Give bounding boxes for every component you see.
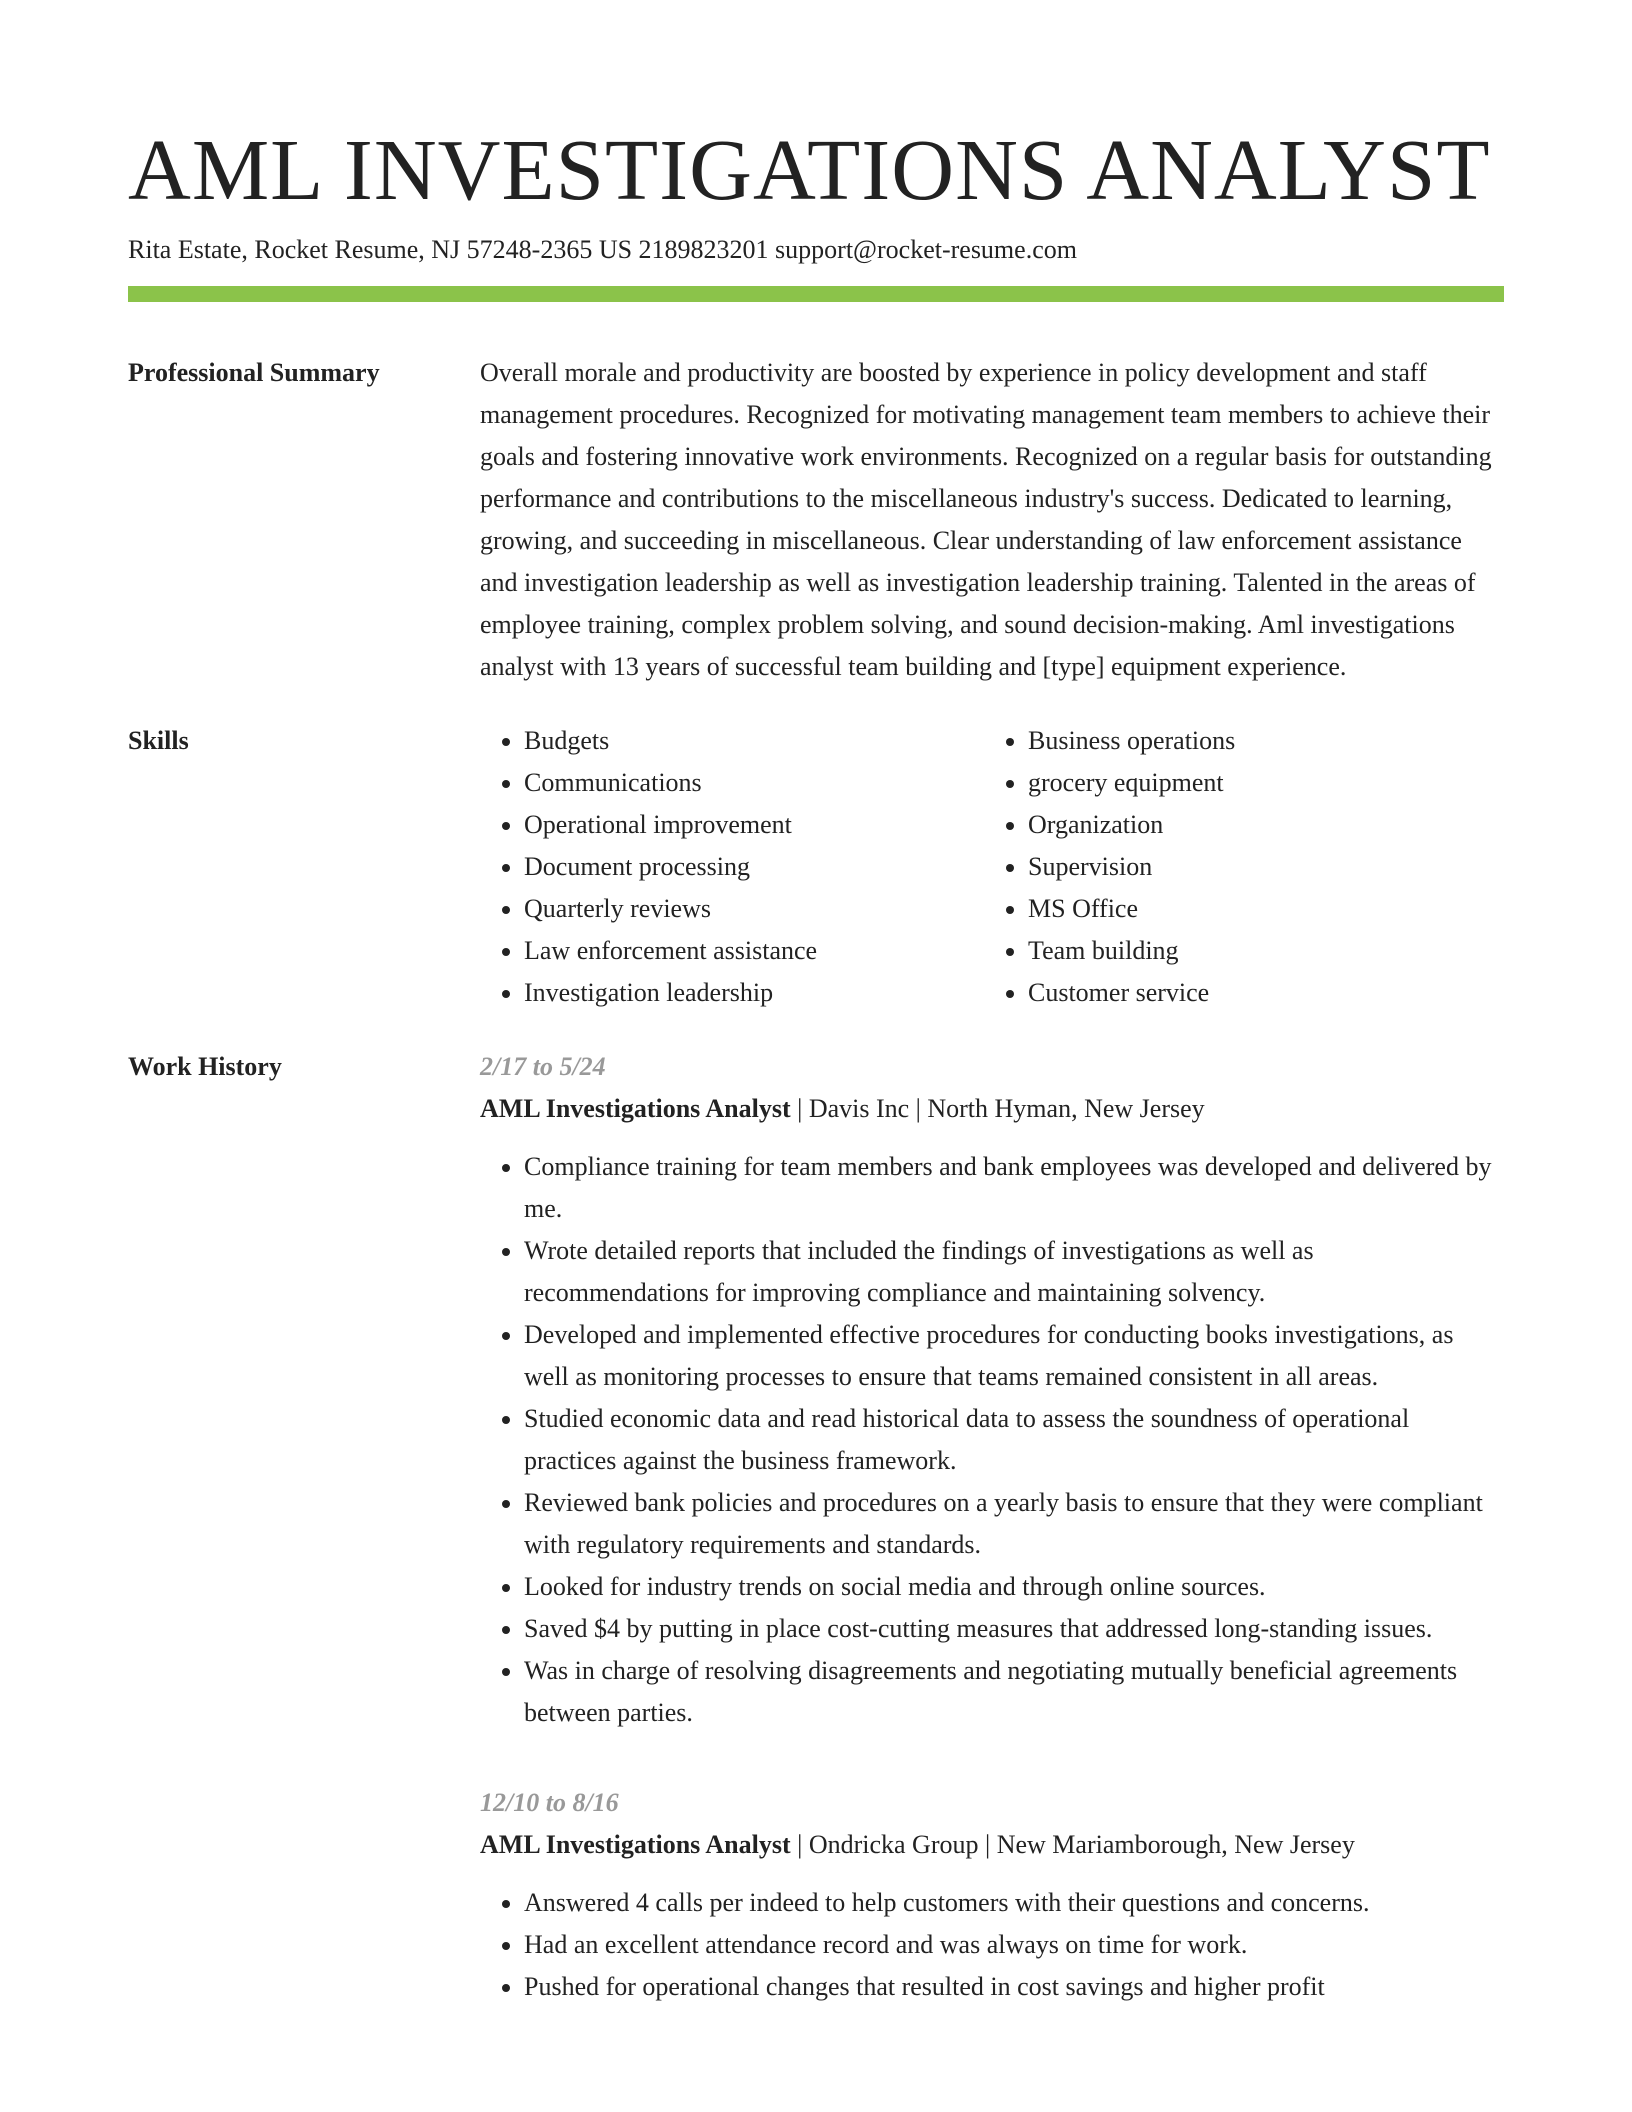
job-bullet-list xyxy=(480,1882,1504,2008)
job-heading xyxy=(480,1088,1504,1130)
work-history-section xyxy=(128,1046,1504,2056)
summary-text: Overall morale and productivity are boosted by experience in policy development and staff management procedures. Recognized for motivating management team members to achieve their goals and fostering innovative work environments. Recognized on a regular basis for outstanding performance and contributions to the miscellaneous industry's success. Dedicated to learning, growing, and succeeding in miscellaneous. Clear understanding of law enforcement assistance and investigation leadership as well as investigation leadership training. Talented in the areas of employee training, complex problem solving, and sound decision-making. Aml investigations analyst with 13 years of successful team building and [type] equipment experience. xyxy=(480,358,1492,681)
job-bullet: • Was in charge of resolving disagreements and negotiating mutually beneficial agreements between parties. xyxy=(524,1650,1504,1734)
summary-body xyxy=(480,352,1504,688)
job-employer-location: | Davis Inc | North Hyman, New Jersey xyxy=(790,1094,1205,1123)
accent-divider xyxy=(128,286,1504,302)
job-bullet: • Studied economic data and read historical data to assess the soundness of operational practices against the business framework. xyxy=(524,1398,1504,1482)
job-employer-location: | Ondricka Group | New Mariamborough, New Jersey xyxy=(790,1830,1355,1859)
job-bullet-list xyxy=(480,1146,1504,1734)
resume-title: AML INVESTIGATIONS ANALYST xyxy=(128,121,1491,218)
skill-item: • Operational improvement xyxy=(524,804,984,846)
skill-item: • Supervision xyxy=(1028,846,1488,888)
skills-section xyxy=(128,720,1504,1014)
job-entry xyxy=(480,1046,1504,1734)
skill-item: • grocery equipment xyxy=(1028,762,1488,804)
job-bullet: • Developed and implemented effective procedures for conducting books investigations, as well as monitoring processes to ensure that teams remained consistent in all areas. xyxy=(524,1314,1504,1398)
skills-body xyxy=(480,720,1504,1014)
skill-item: • Budgets xyxy=(524,720,984,762)
job-bullet: • Looked for industry trends on social media and through online sources. xyxy=(524,1566,1504,1608)
summary-section xyxy=(128,352,1504,688)
skill-item: • Law enforcement assistance xyxy=(524,930,984,972)
job-bullet: • Wrote detailed reports that included the findings of investigations as well as recommendations for improving compliance and maintaining solvency. xyxy=(524,1230,1504,1314)
contact-line: Rita Estate, Rocket Resume, NJ 57248-2365 US 2189823201 support@rocket-resume.com xyxy=(128,235,1077,264)
job-bullet: • Compliance training for team members and bank employees was developed and delivered by me. xyxy=(524,1146,1504,1230)
skill-item: • Business operations xyxy=(1028,720,1488,762)
skill-item: • Quarterly reviews xyxy=(524,888,984,930)
job-dates: 12/10 to 8/16 xyxy=(480,1788,619,1817)
skill-item: • Customer service xyxy=(1028,972,1488,1014)
job-bullet: • Pushed for operational changes that resulted in cost savings and higher profit xyxy=(524,1966,1504,2008)
job-title: AML Investigations Analyst xyxy=(480,1094,791,1123)
job-bullet: • Answered 4 calls per indeed to help customers with their questions and concerns. xyxy=(524,1882,1504,1924)
job-title: AML Investigations Analyst xyxy=(480,1830,791,1859)
job-bullet: • Reviewed bank policies and procedures on a yearly basis to ensure that they were compliant with regulatory requirements and standards. xyxy=(524,1482,1504,1566)
job-bullet: • Saved $4 by putting in place cost-cutting measures that addressed long-standing issues. xyxy=(524,1608,1504,1650)
job-entry xyxy=(480,1782,1504,2008)
skill-item: • Document processing xyxy=(524,846,984,888)
skills-list-left xyxy=(480,720,984,1014)
skills-list-right xyxy=(984,720,1488,1014)
work-history-body xyxy=(480,1046,1504,2056)
section-label-work-history: Work History xyxy=(128,1052,282,1081)
section-label-skills: Skills xyxy=(128,726,189,755)
job-dates: 2/17 to 5/24 xyxy=(480,1052,606,1081)
job-heading xyxy=(480,1824,1504,1866)
skill-item: • Team building xyxy=(1028,930,1488,972)
skill-item: • Organization xyxy=(1028,804,1488,846)
skills-columns xyxy=(480,720,1504,1014)
skill-item: • MS Office xyxy=(1028,888,1488,930)
section-label-summary: Professional Summary xyxy=(128,358,380,387)
resume-page xyxy=(128,120,1504,2056)
skill-item: • Communications xyxy=(524,762,984,804)
job-bullet: • Had an excellent attendance record and was always on time for work. xyxy=(524,1924,1504,1966)
skill-item: • Investigation leadership xyxy=(524,972,984,1014)
